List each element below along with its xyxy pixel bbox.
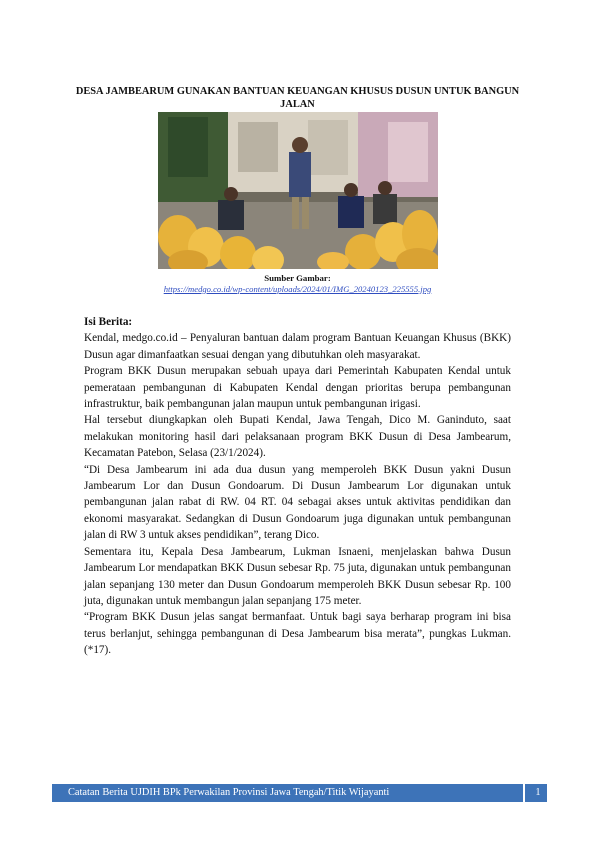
image-source-label: Sumber Gambar: (264, 273, 331, 283)
paragraph: “Di Desa Jambearum ini ada dua dusun yang memperoleh BKK Dusun yakni Dusun Jambearum Lor dan Dusun Gondoarum. Di Dusun Jambearum Lor digunakan untuk pembangunan jalan rabat di RW. 04 RT. 04 sebagai akses untuk aktivitas pendidikan dan ekonomi masyarakat. Sedangkan di Dusun Gondoarum juga digunakan untuk pembangunan jalan di RW 3 untuk akses pendidikan”, terang Dico. (84, 463, 511, 542)
footer-divider (523, 784, 525, 802)
content-heading: Isi Berita: (84, 316, 133, 328)
paragraph: Program BKK Dusun merupakan sebuah upaya dari Pemerintah Kabupaten Kendal untuk pemerataan pembangunan di Kabupaten Kendal dengan prioritas berupa pembangunan infrastruktur, baik pembangunan jalan maupun untuk pembangunan irigasi. (84, 365, 511, 411)
paragraph: “Program BKK Dusun jelas sangat bermanfaat. Untuk bagi saya berharap program ini bisa terus berlanjut, sehingga pembangunan di Desa Jambearum bisa merata”, pungkas Lukman. (*17). (84, 611, 511, 657)
footer-text: Catatan Berita UJDIH BPk Perwakilan Provinsi Jawa Tengah/Titik Wijayanti (68, 787, 390, 798)
article-body (84, 314, 511, 659)
paragraph: Kendal, medgo.co.id – Penyaluran bantuan dalam program Bantuan Keuangan Khusus (BKK) Dusun agar dimanfaatkan sesuai dengan yang dibutuhkan oleh masyarakat. (84, 332, 511, 361)
image-source-link[interactable]: https://medgo.co.id/wp-content/uploads/2024/01/IMG_20240123_225555.jpg (163, 283, 432, 294)
page-number: 1 (535, 787, 541, 798)
article-photo (158, 112, 438, 269)
paragraph: Hal tersebut diungkapkan oleh Bupati Kendal, Jawa Tengah, Dico M. Ganinduto, saat melakukan monitoring hasil dari pelaksanaan program BKK Dusun di Desa Jambearum, Kecamatan Patebon, Selasa (23/1/2024). (84, 414, 511, 460)
article-title: DESA JAMBEARUM GUNAKAN BANTUAN KEUANGAN KHUSUS DUSUN UNTUK BANGUN JALAN (75, 86, 520, 110)
paragraph: Sementara itu, Kepala Desa Jambearum, Lukman Isnaeni, menjelaskan bahwa Dusun Jambearum Lor mendapatkan BKK Dusun sebesar Rp. 75 juta, digunakan untuk pembangunan jalan sepanjang 130 meter dan Dusun Gondoarum memperoleh BKK Dusun sebesar Rp. 100 juta, digunakan untuk membangun jalan sepanjang 175 meter. (84, 545, 511, 607)
page-footer (52, 784, 547, 802)
